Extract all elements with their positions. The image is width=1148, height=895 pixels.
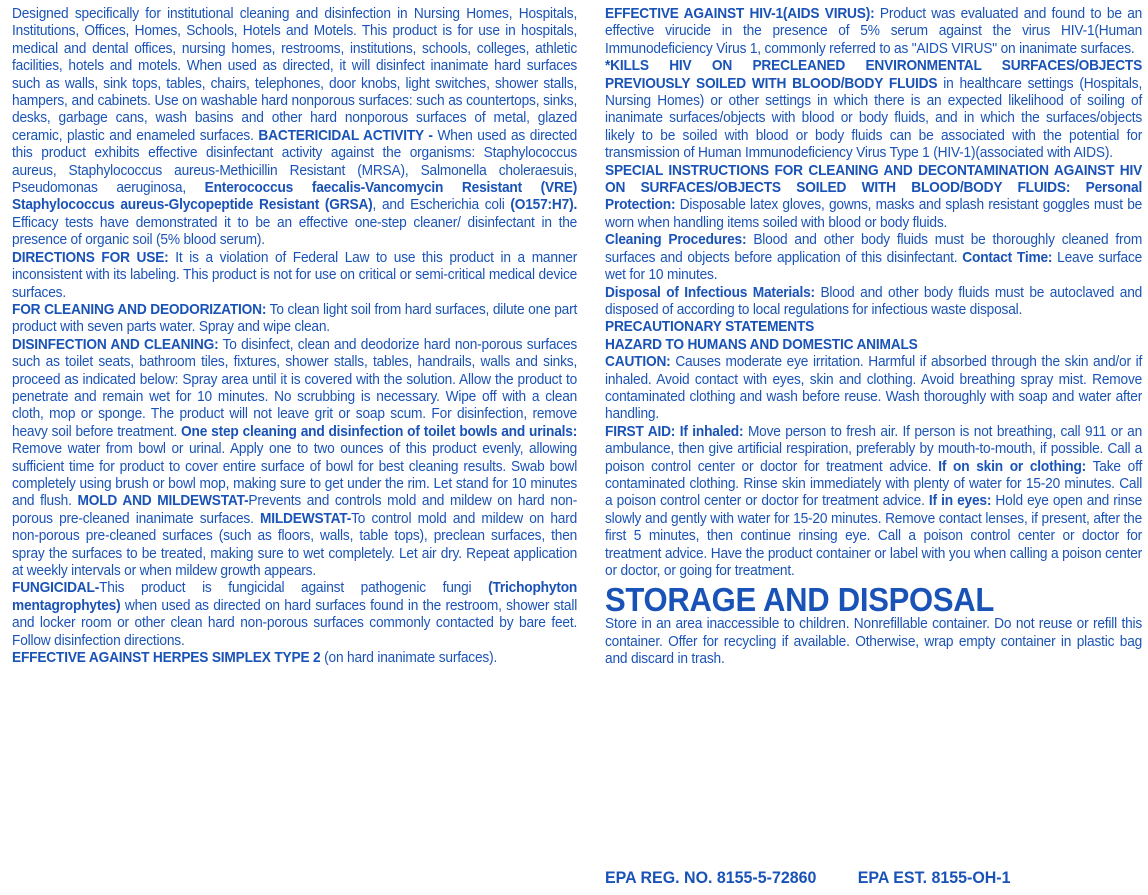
hiv-heading: EFFECTIVE AGAINST HIV-1(AIDS VIRUS): bbox=[605, 6, 875, 22]
special-instructions-text: Disposable latex gloves, gowns, masks and splash resistant goggles must be worn when handling items soiled with blood or body fluids. bbox=[605, 197, 1143, 231]
eyes-text: Hold eye open and rinse slowly and gently with water for 15-20 minutes. Remove contact lenses, if present, after the first 5 minutes, then continue rinsing eye. Call a poison control center or doctor for treatment advice. Have the product container or label with you when calling a poison center or doctor, or going for treatment. bbox=[605, 493, 1143, 579]
cleaning-procedures-heading: Cleaning Procedures: bbox=[605, 232, 747, 249]
disinfection-text: To disinfect, clean and deodorize hard non-porous surfaces such as toilet seats, bathroom tiles, fixtures, shower stalls, tables, handrails, walls and sinks, proceed as indicated below: Spray area until it is covered with the solution. Allow the product to penetrate and remain wet for 10 minutes. No scrubbing is necessary. Wipe off with a clean cloth, mop or sponge. The product will not leave grit or soap scum. For disinfection, remove heavy soil before treatment. bbox=[12, 336, 578, 440]
cleaning-procedures-text: Blood and other body fluids must be thoroughly cleaned from surfaces and objects before application of this disinfectant. bbox=[605, 232, 1143, 266]
directions-text: It is a violation of Federal Law to use this product in a manner inconsistent with its labeling. This product is not for use on critical or semi-critical medical device surfaces. bbox=[12, 249, 578, 301]
fungicidal-text: This product is fungicidal against pathogenic fungi bbox=[99, 580, 489, 597]
fungicidal-text-2: when used as directed on hard surfaces found in the restroom, shower stall and locker room or other clean hard non-porous surfaces commonly contacted by bare feet. Follow disinfection directions. bbox=[12, 597, 578, 649]
fungicidal-organism-bold: (Trichophyton mentagrophytes) bbox=[12, 580, 578, 614]
toilet-heading: One step cleaning and disinfection of toilet bowls and urinals: bbox=[181, 423, 578, 440]
cleaning-heading: FOR CLEANING AND DEODORIZATION: bbox=[12, 301, 267, 318]
hazard-heading-line bbox=[605, 337, 1142, 354]
intro-text: Designed specifically for institutional cleaning and disinfection in Nursing Homes, Hospitals, Institutions, Offices, Homes, Schools, Hotels and Motels. This product is for use in hospitals, medical and dental offices, nursing homes, restrooms, institutions, schools, colleges, athletic facilities, hotels and motels. When used as directed, it will disinfect inanimate hard surfaces such as walls, sink tops, tables, chairs, telephones, door knobs, light switches, shower stalls, hampers, and cabinets. Use on washable hard nonporous surfaces: such as countertops, sinks, desks, garbage cans, wash basins and other hard nonporous surfaces of metal, glazed ceramic, plastic and enameled surfaces. bbox=[12, 6, 578, 144]
precautionary-heading: PRECAUTIONARY STATEMENTS bbox=[605, 319, 815, 336]
kills-hiv-heading: *KILLS HIV ON PRECLEANED ENVIRONMENTAL SURFACES/OBJECTS PREVIOUSLY SOILED WITH BLOOD/BODY FLUIDS bbox=[605, 58, 1143, 92]
infectious-disposal-text: Blood and other body fluids must be autoclaved and disposed of according to local regulations for infectious waste disposal. bbox=[605, 284, 1143, 318]
hiv-text: Product was evaluated and found to be an effective virucide in the presence of 5% serum against the virus HIV-1(Human Immunodeficiency Virus 1, commonly referred to as "AIDS VIRUS" on inanimate surfaces. bbox=[605, 6, 1143, 57]
infectious-disposal-heading: Disposal of Infectious Materials: bbox=[605, 284, 815, 301]
bactericidal-text-2: , and Escherichia coli bbox=[372, 197, 511, 214]
infectious-disposal-paragraph bbox=[605, 285, 1142, 320]
caution-heading: CAUTION: bbox=[605, 354, 671, 371]
skin-text: Take off contaminated clothing. Rinse skin immediately with plenty of water for 15-20 minutes. Call a poison control center or doctor for treatment advice. bbox=[605, 458, 1143, 510]
bactericidal-organisms-bold: Enterococcus faecalis-Vancomycin Resistant (VRE) Staphylococcus aureus-Glycopeptide Resistant (GRSA) bbox=[12, 180, 578, 214]
kills-hiv-text: in healthcare settings (Hospitals, Nursing Homes) or other settings in which there is an expected likelihood of soiling of inanimate surfaces/objects with blood or body fluids, and in which the surfaces/objects likely to be soiled with blood or body fluids can be associated with the potential for transmission of Human Immunodeficiency Virus Type 1 (HIV-1)(associated with AIDS). bbox=[605, 75, 1143, 162]
disinfection-heading: DISINFECTION AND CLEANING: bbox=[12, 336, 219, 353]
toilet-text: Remove water from bowl or urinal. Apply one to two ounces of this product evenly, allowing sufficient time for product to cover entire surface of bowl for best cleaning results. Swab bowl completely using brush or bowl mop, making sure to get under the rim. Let stand for 10 minutes and flush. bbox=[12, 441, 578, 510]
cleaning-paragraph bbox=[12, 302, 577, 337]
storage-title: STORAGE AND DISPOSAL bbox=[605, 581, 995, 619]
first-aid-paragraph bbox=[605, 424, 1142, 581]
first-aid-heading: FIRST AID: If inhaled: bbox=[605, 423, 744, 440]
herpes-text: (on hard inanimate surfaces). bbox=[320, 650, 498, 667]
bactericidal-text-3: Efficacy tests have demonstrated it to be an effective one-step cleaner/ disinfectant in the presence of organic soil (5% blood serum). bbox=[12, 214, 578, 249]
hiv-paragraph bbox=[605, 6, 1142, 58]
herpes-heading: EFFECTIVE AGAINST HERPES SIMPLEX TYPE 2 bbox=[12, 650, 321, 667]
storage-paragraph bbox=[605, 616, 1142, 668]
storage-text: Store in an area inaccessible to children. Nonrefillable container. Do not reuse or refill this container. Offer for recycling if available. Otherwise, wrap empty container in plastic bag and discard in trash. bbox=[605, 616, 1143, 668]
right-column bbox=[605, 6, 1142, 669]
fungicidal-paragraph bbox=[12, 580, 577, 650]
left-column bbox=[12, 6, 577, 667]
mildewstat-heading: MILDEWSTAT- bbox=[259, 510, 352, 527]
epa-establishment-number: EPA EST. 8155-OH-1 bbox=[857, 868, 1011, 887]
mold-text: Prevents and controls mold and mildew on hard non-porous pre-cleaned inanimate surfaces. bbox=[12, 493, 578, 527]
precautionary-heading-line bbox=[605, 319, 1142, 336]
epa-registration-number: EPA REG. NO. 8155-5-72860 bbox=[605, 868, 817, 887]
directions-paragraph bbox=[12, 250, 577, 302]
skin-heading: If on skin or clothing: bbox=[938, 458, 1087, 475]
intro-paragraph bbox=[12, 6, 577, 250]
special-instructions-heading: SPECIAL INSTRUCTIONS FOR CLEANING AND DECONTAMINATION AGAINST HIV ON SURFACES/OBJECTS SOILED WITH BLOOD/BODY FLUIDS: Personal Protection: bbox=[605, 162, 1143, 214]
special-instructions-paragraph bbox=[605, 163, 1142, 233]
cleaning-procedures-paragraph bbox=[605, 232, 1142, 284]
epa-numbers bbox=[605, 868, 1011, 888]
eyes-heading: If in eyes: bbox=[928, 493, 992, 510]
directions-heading: DIRECTIONS FOR USE: bbox=[12, 249, 169, 266]
mildewstat-text: To control mold and mildew on hard non-porous pre-cleaned surfaces (such as floors, walls, table tops), preclean surfaces, then spray the surfaces to be treated, making sure to wet completely. Let air dry. Repeat application at weekly intervals or when mildew growth appears. bbox=[12, 510, 578, 579]
contact-time-text: Leave surface wet for 10 minutes. bbox=[605, 249, 1143, 284]
bactericidal-text: When used as directed this product exhibits effective disinfectant activity against the organisms: Staphylococcus aureus, Staphylococcus aureus-Methicillin Resistant (MRSA), Salmonella choleraesuis, Pseudomonas aeruginosa, bbox=[12, 127, 578, 197]
first-aid-text: Move person to fresh air. If person is not breathing, call 911 or an ambulance, then give artificial respiration, preferably by mouth-to-mouth, if possible. Call a poison control center or doctor for treatment advice. bbox=[605, 423, 1143, 475]
hazard-heading: HAZARD TO HUMANS AND DOMESTIC ANIMALS bbox=[605, 336, 918, 353]
cleaning-text: To clean light soil from hard surfaces, dilute one part product with seven parts water. Spray and wipe clean. bbox=[12, 301, 578, 336]
bactericidal-heading: BACTERICIDAL ACTIVITY - bbox=[258, 127, 433, 144]
disinfection-paragraph bbox=[12, 337, 577, 581]
kills-hiv-paragraph bbox=[605, 58, 1142, 162]
fungicidal-heading: FUNGICIDAL- bbox=[12, 580, 100, 597]
bactericidal-strain-bold: (O157:H7). bbox=[510, 197, 578, 214]
caution-text: Causes moderate eye irritation. Harmful if absorbed through the skin and/or if inhaled. Avoid contact with eyes, skin and clothing. Avoid breathing spray mist. Remove contaminated clothing and wash before reuse. Wash thoroughly with soap and water after handling. bbox=[605, 354, 1143, 423]
herpes-paragraph bbox=[12, 650, 577, 667]
caution-paragraph bbox=[605, 354, 1142, 424]
contact-time-heading: Contact Time: bbox=[962, 249, 1053, 266]
mold-heading: MOLD AND MILDEWSTAT- bbox=[77, 493, 249, 510]
